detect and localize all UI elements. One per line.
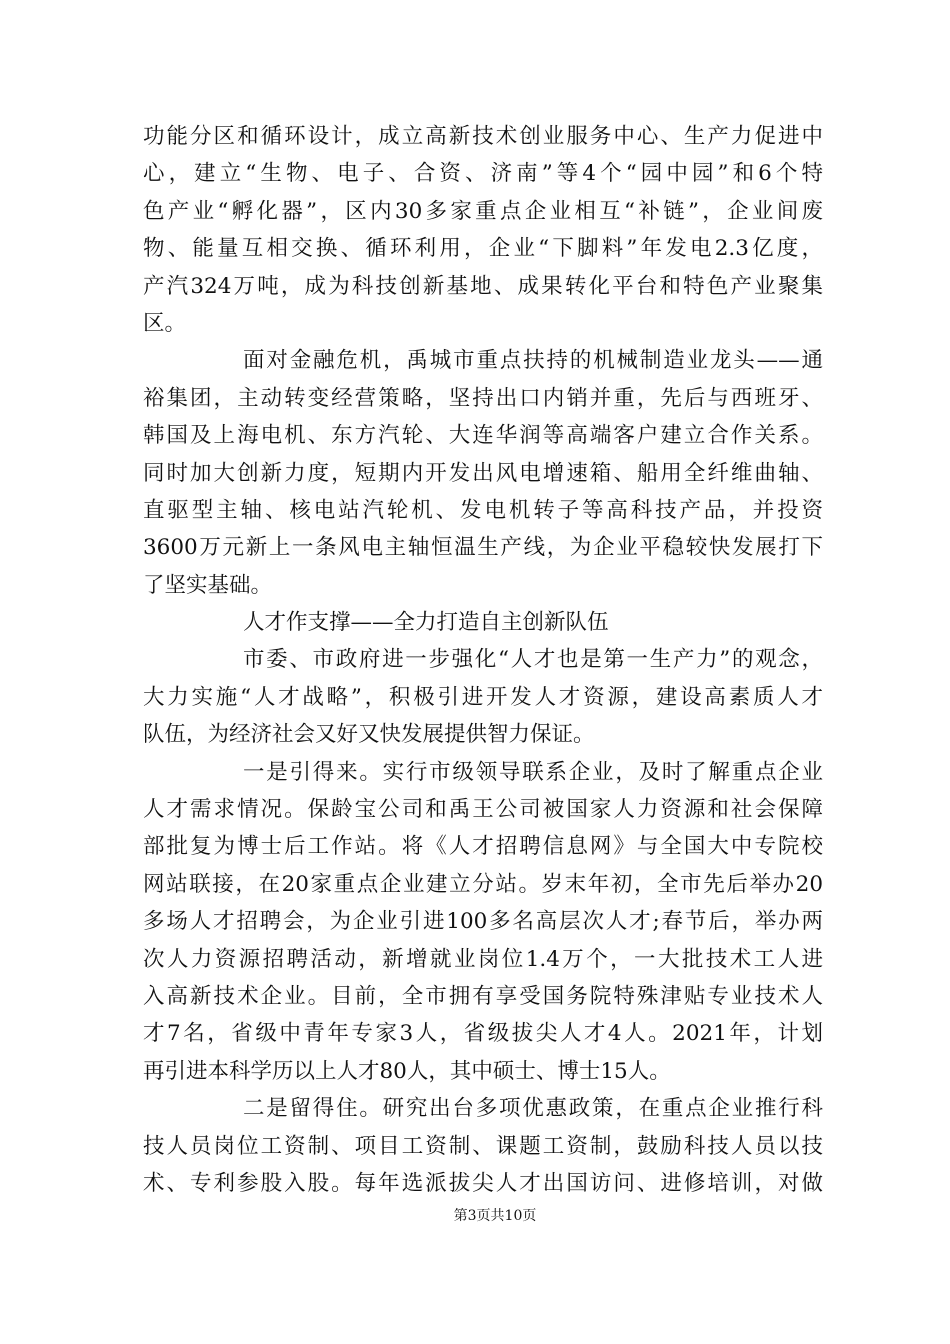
text-line: 部批复为博士后工作站。将《人才招聘信息网》与全国大中专院校 — [143, 834, 823, 860]
text-line: 入高新技术企业。目前，全市拥有享受国务院特殊津贴专业技术人 — [143, 983, 823, 1009]
paragraph-5 — [143, 1090, 823, 1202]
section-heading — [143, 604, 823, 641]
document-body — [143, 118, 823, 1202]
paragraph-1 — [143, 118, 823, 342]
text-line: 再引进本科学历以上人才80人，其中硕士、博士15人。 — [143, 1058, 671, 1084]
text-line: 心，建立“生物、电子、合资、济南”等4个“园中园”和6个特 — [143, 161, 823, 187]
text-line: 韩国及上海电机、东方汽轮、大连华润等高端客户建立合作关系。 — [143, 423, 823, 449]
text-line: 队伍，为经济社会又好又快发展提供智力保证。 — [143, 722, 595, 748]
text-line: 技人员岗位工资制、项目工资制、课题工资制，鼓励科技人员以技 — [143, 1133, 823, 1159]
heading-line: 人才作支撑——全力打造自主创新队伍 — [243, 610, 609, 636]
text-line: 网站联接，在20家重点企业建立分站。岁末年初，全市先后举办20 — [143, 871, 823, 897]
text-line: 二是留得住。研究出台多项优惠政策，在重点企业推行科 — [243, 1096, 823, 1122]
paragraph-2 — [143, 342, 823, 604]
text-line: 次人力资源招聘活动，新增就业岗位1.4万个，一大批技术工人进 — [143, 946, 823, 972]
text-line: 多场人才招聘会，为企业引进100多名高层次人才;春节后，举办两 — [143, 909, 823, 935]
paragraph-4 — [143, 754, 823, 1091]
text-line: 大力实施“人才战略”，积极引进开发人才资源，建设高素质人才 — [143, 684, 823, 710]
text-line: 同时加大创新力度，短期内开发出风电增速箱、船用全纤维曲轴、 — [143, 460, 823, 486]
text-line: 人才需求情况。保龄宝公司和禹王公司被国家人力资源和社会保障 — [143, 797, 823, 823]
text-line: 术、专利参股入股。每年选派拔尖人才出国访问、进修培训，对做 — [143, 1170, 823, 1196]
text-line: 产汽324万吨，成为科技创新基地、成果转化平台和特色产业聚集 — [143, 273, 823, 299]
paragraph-3 — [143, 641, 823, 753]
text-line: 物、能量互相交换、循环利用，企业“下脚料”年发电2.3亿度， — [143, 236, 823, 262]
page-number-footer: 第3页共10页 — [453, 1208, 537, 1224]
text-line: 市委、市政府进一步强化“人才也是第一生产力”的观念， — [243, 647, 823, 673]
text-line: 了坚实基础。 — [143, 572, 273, 598]
text-line: 区。 — [143, 310, 187, 336]
text-line: 一是引得来。实行市级领导联系企业，及时了解重点企业 — [243, 759, 823, 785]
text-line: 直驱型主轴、核电站汽轮机、发电机转子等高科技产品，并投资 — [143, 497, 823, 523]
text-line: 才7名，省级中青年专家3人，省级拔尖人才4人。2021年，计划 — [143, 1021, 823, 1047]
text-line: 面对金融危机，禹城市重点扶持的机械制造业龙头——通 — [243, 348, 823, 374]
text-line: 色产业“孵化器”，区内30多家重点企业相互“补链”，企业间废 — [143, 198, 823, 224]
text-line: 裕集团，主动转变经营策略，坚持出口内销并重，先后与西班牙、 — [143, 385, 823, 411]
text-line: 功能分区和循环设计，成立高新技术创业服务中心、生产力促进中 — [143, 124, 823, 149]
text-line: 3600万元新上一条风电主轴恒温生产线，为企业平稳较快发展打下 — [143, 535, 823, 561]
